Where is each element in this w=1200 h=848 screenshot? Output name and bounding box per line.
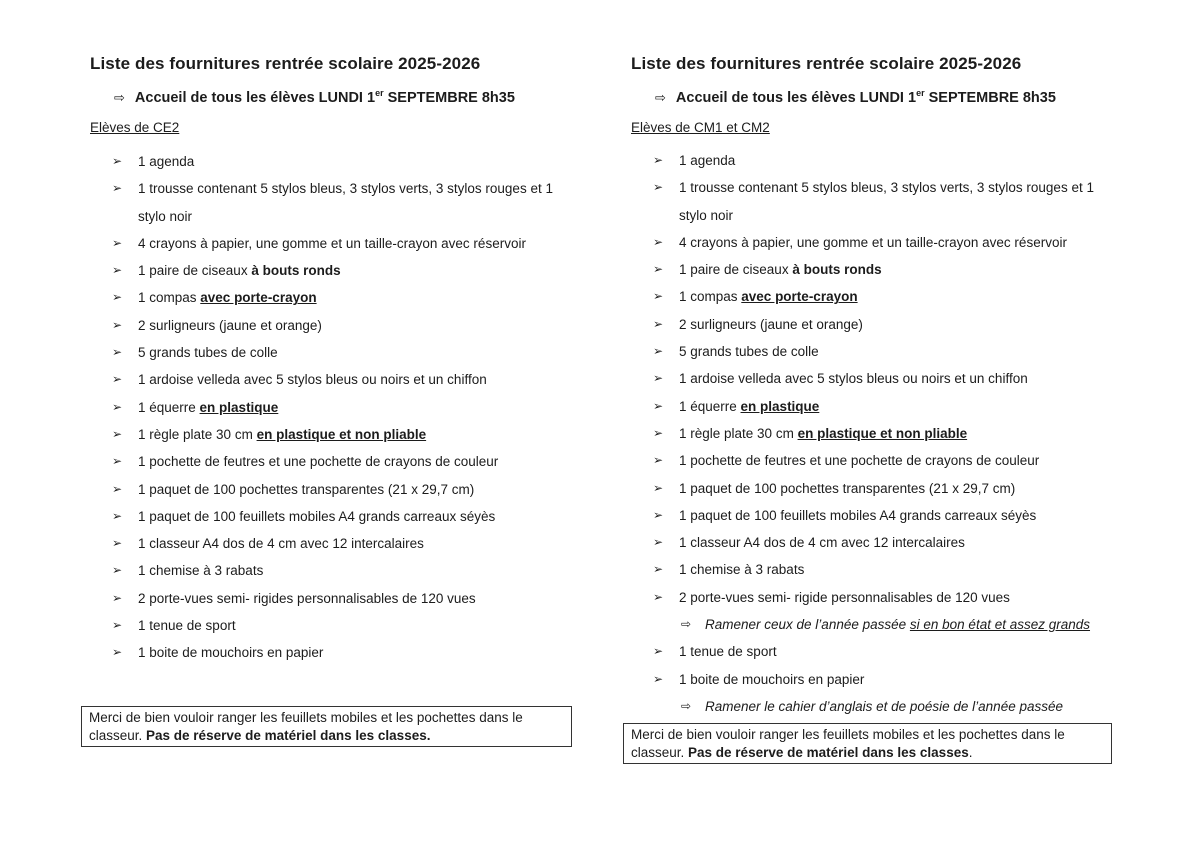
list-item: ➢ 1 paquet de 100 feuillets mobiles A4 grands carreaux séyès bbox=[112, 503, 582, 530]
list-item: ➢ 1 trousse contenant 5 stylos bleus, 3 stylos verts, 3 stylos rouges et 1 stylo noir bbox=[653, 174, 1123, 229]
bullet-arrow-icon: ➢ bbox=[112, 645, 123, 660]
list-item: ➢ 1 chemise à 3 rabats bbox=[112, 557, 582, 584]
bullet-arrow-icon: ➢ bbox=[653, 344, 664, 359]
group-heading: Elèves de CM1 et CM2 bbox=[631, 120, 770, 135]
bullet-arrow-icon: ➢ bbox=[653, 480, 664, 495]
supply-list bbox=[112, 148, 582, 667]
bullet-arrow-icon: ➢ bbox=[112, 454, 123, 469]
note-box: Merci de bien vouloir ranger les feuillets mobiles et les pochettes dans le classeur. Pas de réserve de matériel dans les classes. bbox=[81, 706, 572, 747]
list-item: ➢ 1 classeur A4 dos de 4 cm avec 12 intercalaires bbox=[112, 530, 582, 557]
bullet-arrow-icon: ➢ bbox=[112, 508, 123, 523]
bullet-arrow-icon: ➢ bbox=[653, 371, 664, 386]
bullet-arrow-icon: ➢ bbox=[653, 180, 664, 195]
bullet-arrow-icon: ➢ bbox=[653, 589, 664, 604]
list-item: ➢ 1 ardoise velleda avec 5 stylos bleus ou noirs et un chiffon bbox=[653, 365, 1123, 392]
bullet-arrow-icon: ➢ bbox=[112, 181, 123, 196]
list-item: ➢ 1 compas avec porte-crayon bbox=[653, 283, 1123, 310]
list-item: ➢ 1 boite de mouchoirs en papier bbox=[112, 639, 582, 666]
list-item: ➢ 4 crayons à papier, une gomme et un taille-crayon avec réservoir bbox=[112, 230, 582, 257]
bullet-arrow-icon: ➢ bbox=[112, 372, 123, 387]
bullet-arrow-icon: ➢ bbox=[653, 153, 664, 167]
bullet-arrow-icon: ➢ bbox=[653, 562, 664, 577]
bullet-arrow-icon: ➢ bbox=[112, 426, 123, 441]
list-note: ⇨ Ramener le cahier d’anglais et de poésie de l’année passée bbox=[653, 693, 1123, 720]
list-item: ➢ 1 classeur A4 dos de 4 cm avec 12 intercalaires bbox=[653, 529, 1123, 556]
list-item: ➢ 1 compas avec porte-crayon bbox=[112, 284, 582, 311]
bullet-arrow-icon: ➢ bbox=[653, 262, 664, 277]
list-note: ⇨ Ramener ceux de l’année passée si en bon état et assez grands bbox=[653, 611, 1123, 638]
bullet-arrow-icon: ➢ bbox=[112, 154, 123, 168]
bullet-arrow-icon: ➢ bbox=[653, 425, 664, 440]
bullet-arrow-icon: ➢ bbox=[653, 644, 664, 659]
bullet-arrow-icon: ➢ bbox=[653, 453, 664, 468]
arrow-right-icon: ⇨ bbox=[681, 698, 692, 713]
bullet-arrow-icon: ➢ bbox=[112, 399, 123, 414]
list-item: ➢ 1 agenda bbox=[112, 148, 582, 175]
supply-list bbox=[653, 147, 1123, 720]
arrow-right-icon: ⇨ bbox=[114, 89, 125, 105]
list-item: ➢ 2 porte-vues semi- rigides personnalisables de 120 vues bbox=[112, 585, 582, 612]
list-item: ➢ 1 paquet de 100 pochettes transparentes (21 x 29,7 cm) bbox=[653, 475, 1123, 502]
list-item: ➢ 1 tenue de sport bbox=[112, 612, 582, 639]
list-item: ➢ 1 pochette de feutres et une pochette de crayons de couleur bbox=[653, 447, 1123, 474]
list-item: ➢ 1 boite de mouchoirs en papier bbox=[653, 666, 1123, 693]
bullet-arrow-icon: ➢ bbox=[653, 671, 664, 686]
list-item: ➢ 1 ardoise velleda avec 5 stylos bleus ou noirs et un chiffon bbox=[112, 366, 582, 393]
list-item: ➢ 4 crayons à papier, une gomme et un taille-crayon avec réservoir bbox=[653, 229, 1123, 256]
bullet-arrow-icon: ➢ bbox=[112, 317, 123, 332]
bullet-arrow-icon: ➢ bbox=[653, 316, 664, 331]
bullet-arrow-icon: ➢ bbox=[112, 263, 123, 278]
bullet-arrow-icon: ➢ bbox=[653, 507, 664, 522]
bullet-arrow-icon: ➢ bbox=[653, 234, 664, 249]
list-item: ➢ 1 règle plate 30 cm en plastique et non pliable bbox=[112, 421, 582, 448]
page-title: Liste des fournitures rentrée scolaire 2025-2026 bbox=[90, 54, 481, 73]
list-item: ➢ 1 pochette de feutres et une pochette de crayons de couleur bbox=[112, 448, 582, 475]
note-box: Merci de bien vouloir ranger les feuillets mobiles et les pochettes dans le classeur. Pas de réserve de matériel dans les classes. bbox=[623, 723, 1112, 764]
list-item: ➢ 1 chemise à 3 rabats bbox=[653, 556, 1123, 583]
bullet-arrow-icon: ➢ bbox=[112, 590, 123, 605]
bullet-arrow-icon: ➢ bbox=[112, 618, 123, 633]
bullet-arrow-icon: ➢ bbox=[653, 535, 664, 550]
list-item: ➢ 1 paquet de 100 feuillets mobiles A4 grands carreaux séyès bbox=[653, 502, 1123, 529]
bullet-arrow-icon: ➢ bbox=[112, 345, 123, 360]
list-item: ➢ 1 paquet de 100 pochettes transparentes (21 x 29,7 cm) bbox=[112, 476, 582, 503]
page-title: Liste des fournitures rentrée scolaire 2025-2026 bbox=[631, 54, 1022, 73]
arrow-right-icon: ⇨ bbox=[655, 89, 666, 105]
bullet-arrow-icon: ➢ bbox=[112, 235, 123, 250]
list-item: ➢ 1 équerre en plastique bbox=[653, 393, 1123, 420]
list-item: ➢ 1 tenue de sport bbox=[653, 638, 1123, 665]
welcome-line: ⇨ Accueil de tous les élèves LUNDI 1er SEPTEMBRE 8h35 bbox=[655, 88, 1056, 106]
bullet-arrow-icon: ➢ bbox=[653, 289, 664, 304]
group-heading: Elèves de CE2 bbox=[90, 120, 180, 135]
list-item: ➢ 1 trousse contenant 5 stylos bleus, 3 stylos verts, 3 stylos rouges et 1 stylo noir bbox=[112, 175, 582, 230]
bullet-arrow-icon: ➢ bbox=[112, 290, 123, 305]
list-item: ➢ 1 paire de ciseaux à bouts ronds bbox=[653, 256, 1123, 283]
arrow-right-icon: ⇨ bbox=[681, 617, 692, 632]
list-item: ➢ 5 grands tubes de colle bbox=[112, 339, 582, 366]
list-item: ➢ 1 équerre en plastique bbox=[112, 394, 582, 421]
welcome-line: ⇨ Accueil de tous les élèves LUNDI 1er SEPTEMBRE 8h35 bbox=[114, 88, 515, 106]
list-item: ➢ 2 porte-vues semi- rigide personnalisables de 120 vues bbox=[653, 584, 1123, 611]
bullet-arrow-icon: ➢ bbox=[112, 536, 123, 551]
list-item: ➢ 1 règle plate 30 cm en plastique et non pliable bbox=[653, 420, 1123, 447]
bullet-arrow-icon: ➢ bbox=[112, 563, 123, 578]
list-item: ➢ 2 surligneurs (jaune et orange) bbox=[112, 312, 582, 339]
list-item: ➢ 2 surligneurs (jaune et orange) bbox=[653, 311, 1123, 338]
bullet-arrow-icon: ➢ bbox=[653, 398, 664, 413]
list-item: ➢ 1 paire de ciseaux à bouts ronds bbox=[112, 257, 582, 284]
bullet-arrow-icon: ➢ bbox=[112, 481, 123, 496]
list-item: ➢ 5 grands tubes de colle bbox=[653, 338, 1123, 365]
list-item: ➢ 1 agenda bbox=[653, 147, 1123, 174]
